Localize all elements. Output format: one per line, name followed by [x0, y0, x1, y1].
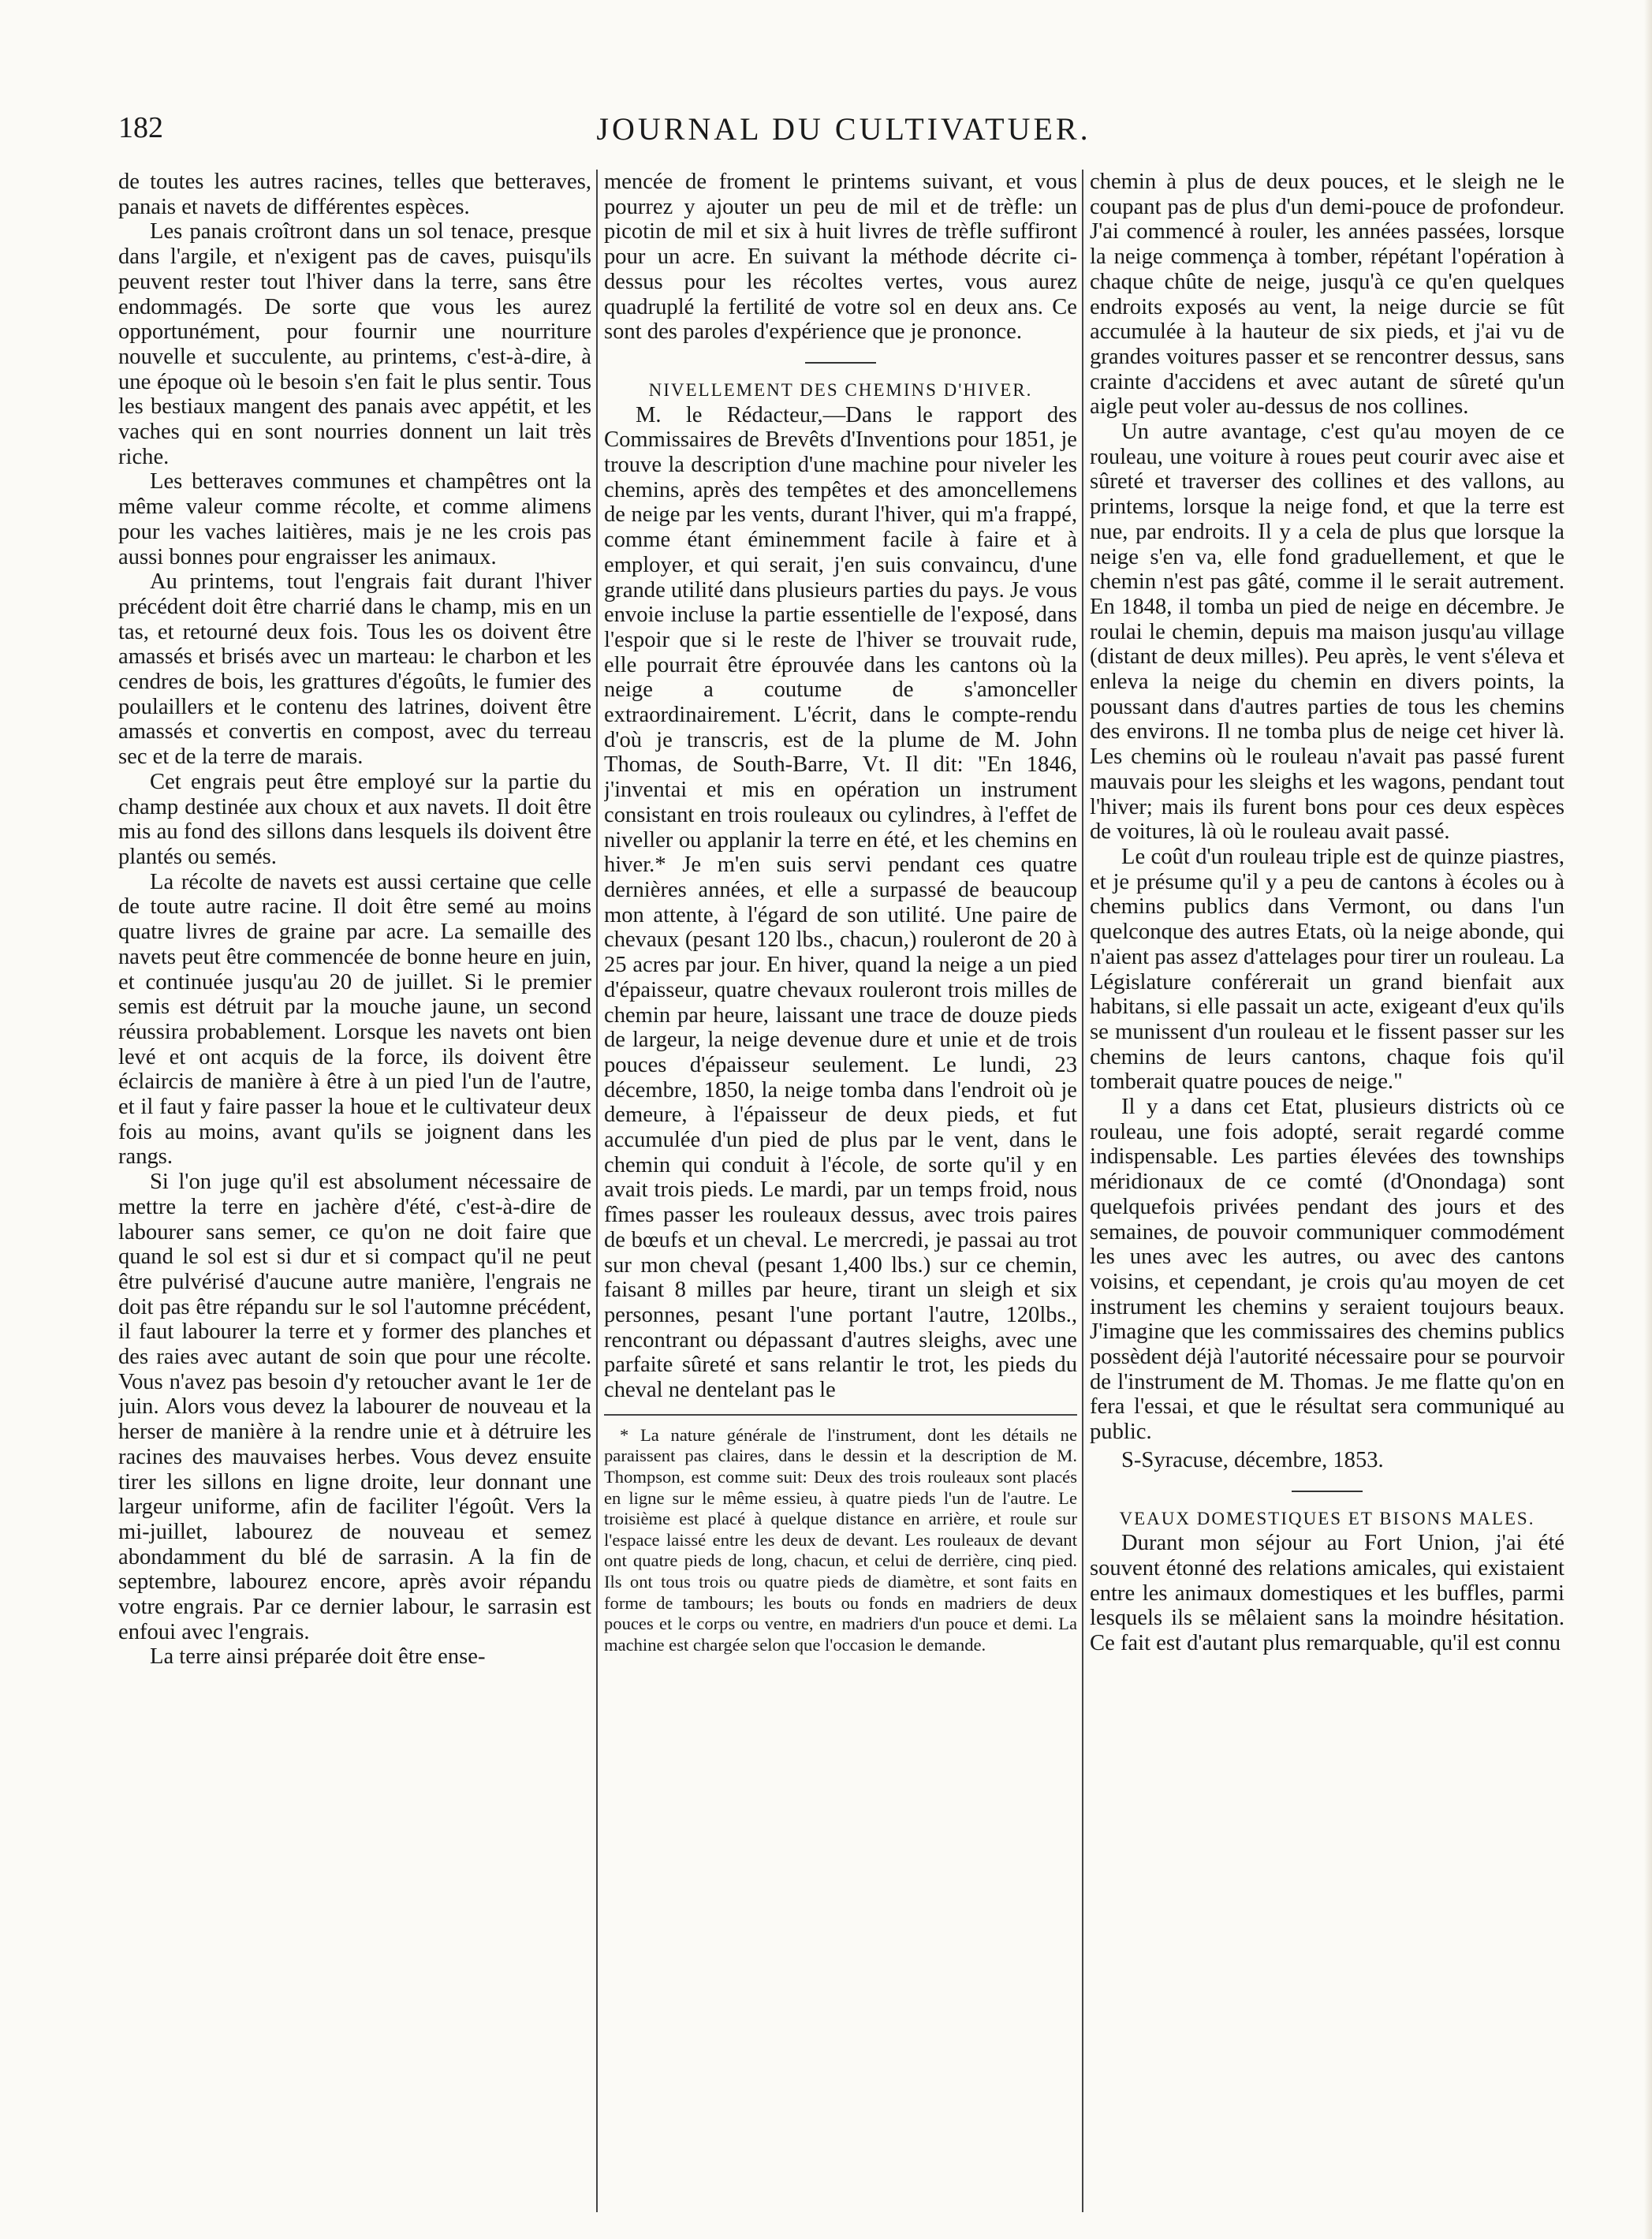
paragraph: M. le Rédacteur,—Dans le rapport des Commissaires de Brevêts d'Inventions pour 1851, je trouve la description d'une machine pour niveler les chemins, après des tempêtes et des amoncellemens de neige par les vents, durant l'hiver, qui m'a frappé, comme étant éminemment facile à faire et à employer, et qui serait, j'en suis convaincu, d'une grande utilité dans plusieurs parties du pays. Je vous envoie incluse la partie essentielle de l'exposé, dans l'espoir que si le reste de l'hiver se trouvait rude, elle pourrait être éprouvée dans les cantons où la neige a coutume de s'amonceller extraordinairement. L'écrit, dans le compte-rendu d'où je transcris, est de la plume de M. John Thomas, de South-Barre, Vt. Il dit: "En 1846, j'inventai et mis en opération un instrument consistant en trois rouleaux ou cylindres, à l'effet de niveller ou applanir la terre en été, et les chemins en hiver.* Je m'en suis servi pendant ces quatre dernières années, et elle a surpassé de beaucoup mon attente, à l'égard de son utilité. Une paire de chevaux (pesant 120 lbs., chacun,) rouleront de 20 à 25 acres par jour. En hiver, quand la neige a un pied d'épaisseur, quatre chevaux rouleront trois milles de chemin par heure, laissant une trace de douze pieds de largeur, la neige devenue dure et unie et de trois pouces d'épaisseur seulement. Le lundi, 23 décembre, 1850, la neige tomba dans l'endroit où je demeure, à l'épaisseur de deux pieds, et fut accumulée d'un pied de plus par le vent, dans le chemin qui conduit à l'école, de sorte qu'il y en avait trois pieds. Le mardi, par un temps froid, nous fîmes passer les rouleaux dessus, avec trois paires de bœufs et un cheval. Le mercredi, je passai au trot sur mon cheval (pesant 1,400 lbs.) sur ce chemin, faisant 8 milles par heure, tirant un sleigh et six personnes, pesant l'une portant l'autre, 120lbs., rencontrant ou dépassant d'autres sleighs, avec une parfaite sûreté et sans relantir le trot, les pieds du cheval ne dentelant pas le [604, 402, 1077, 1403]
signature: S-Syracuse, décembre, 1853. [1121, 1447, 1384, 1472]
paragraph: Le coût d'un rouleau triple est de quinze piastres, et je présume qu'il y a peu de cantons à écoles ou à chemins publics dans Vermont, ou dans l'un quelconque des autres Etats, où la neige abonde, qui n'aient pas assez d'attelages pour tirer un rouleau. La Législature conférerait un grand bienfait aux habitans, si elle passait un acte, exigeant d'eux qu'ils se munissent d'un rouleau et le fissent passer sur les chemins de leurs cantons, chaque fois qu'il tomberait quatre pouces de neige." [1090, 844, 1564, 1095]
paragraph: mencée de froment le printems suivant, et vous pourrez y ajouter un peu de mil et de trèfle: un picotin de mil et six à huit livres de trèfle suffiront pour un acre. En suivant la méthode décrite ci-dessus pour les récoltes vertes, vous aurez quadruplé la fertilité de votre sol en deux ans. Ce sont des paroles d'expérience que je prononce. [604, 170, 1077, 345]
column-1 [118, 170, 598, 2212]
journal-title: JOURNAL DU CULTIVATUER. [596, 111, 1091, 147]
paragraph: Il y a dans cet Etat, plusieurs districts où ce rouleau, une fois adopté, serait regardé comme indispensable. Les parties élevées des townships méridionaux de ce comté (d'Onondaga) sont quelquefois privées pendant des jours et des semaines, de pouvoir communiquer commodément les unes avec les autres, ou avec des cantons voisins, et cependant, je crois qu'au moyen de cet instrument les chemins y seraient toujours beaux. J'imagine que les commissaires des chemins publics possèdent déjà l'autorité nécessaire pour se pourvoir de l'instrument de M. Thomas. Je me flatte qu'on en fera l'essai, et que le résultat sera communiqué au public. [1090, 1095, 1564, 1445]
paragraph: Au printems, tout l'engrais fait durant l'hiver précédent doit être charrié dans le champ, mis en un tas, et retourné deux fois. Tous les os doivent être amassés et brisés avec un marteau: le charbon et les cendres de bois, les grattures d'égoûts, le fumier des poulaillers et le contenu des latrines, doivent être amassés et convertis en compost, avec du terreau sec et de la terre de marais. [118, 569, 591, 770]
section-title: NIVELLEMENT DES CHEMINS D'HIVER. [648, 379, 1033, 400]
paragraph: Un autre avantage, c'est qu'au moyen de ce rouleau, une voiture à roues peut courir avec aise et sûreté et traverser des collines et des vallons, au printems, lorsque la neige fond, et que la terre est nue, par endroits. Il y a cela de plus que lorsque la neige s'en va, elle fond graduellement, et que le chemin n'est pas gâté, comme il le serait autrement. En 1848, il tomba un pied de neige en décembre. Je roulai le chemin, depuis ma maison jusqu'au village (distant de deux milles). Peu après, le vent s'éleva et enleva la neige du chemin en divers points, la poussant dans d'autres parties de tous les chemins des environs. Il ne tomba plus de neige cet hiver là. Les chemins où le rouleau n'avait pas passé furent mauvais pour les sleighs et les wagons, pendant tout l'hiver; mais ils furent bons pour ces deux espèces de voitures, là où le rouleau avait passé. [1090, 420, 1564, 845]
column-3 [1090, 170, 1569, 2212]
footnote [604, 1414, 1077, 1656]
section-title: VEAUX DOMESTIQUES ET BISONS MALES. [1119, 1508, 1535, 1528]
section-divider [805, 362, 876, 364]
section-divider [1292, 1491, 1363, 1492]
footnote-text: * La nature générale de l'instrument, dont les détails ne paraissent pas claires, dans le dessin et la description de M. Thompson, est comme suit: Deux des trois rouleaux sont placés en ligne sur le même essieu, à quatre pieds l'un de l'autre. Le troisième est placé à quelque distance en arrière, et roule sur l'espace laissé entre les deux de devant. Les rouleaux de devant ont quatre pieds de long, chacun, et celui de derrière, cinq pied. Ils ont tous trois ou quatre pieds de diamètre, et sont faits en forme de tambours; les bouts ou fonds en madriers de deux pouces et le corps ou ventre, en madriers d'un pouce et demi. La machine est chargée selon que l'occasion le demande. [604, 1424, 1077, 1655]
column-2 [604, 170, 1083, 2212]
paragraph: Les panais croîtront dans un sol tenace, presque dans l'argile, et n'exigent pas de caves, puisqu'ils peuvent rester tout l'hiver dans la terre, sans être endommagés. De sorte que vous les aurez opportunément, pour fournir une nourriture nouvelle et succulente, au printems, c'est-à-dire, à une époque où le besoin s'en fait le plus sentir. Tous les bestiaux mangent des panais avec appétit, et les vaches qui en sont nourries donnent un lait très riche. [118, 219, 591, 469]
article-columns [118, 170, 1569, 2212]
paragraph: Les betteraves communes et champêtres ont la même valeur comme récolte, et comme alimens pour les vaches laitières, mais je ne les crois pas aussi bonnes pour engraisser les animaux. [118, 469, 591, 569]
paragraph: La terre ainsi préparée doit être ense- [150, 1644, 486, 1670]
page-edge [1644, 0, 1652, 2239]
paragraph: Si l'on juge qu'il est absolument nécessaire de mettre la terre en jachère d'été, c'est-à-dire de labourer sans semer, ce qu'on ne doit faire que quand le sol est si dur et si compact qu'il ne peut être pulvérisé d'aucune autre manière, l'engrais ne doit pas être répandu sur le sol l'automne précédent, il faut labourer la terre et y former des planches et des raies avec autant de soin que pour une récolte. Vous n'avez pas besoin d'y retoucher avant le 1er de juin. Alors vous devez la labourer de nouveau et la herser de manière à la rendre unie et à détruire les racines des mauvaises herbes. Vous devez ensuite tirer les sillons en ligne droite, leur donnant une largeur uniforme, afin de faciliter l'égoût. Vers la mi-juillet, labourez de nouveau et semez abondamment du blé de sarrasin. A la fin de septembre, labourez encore, après avoir répandu votre engrais. Par ce dernier labour, le sarrasin est enfoui avec l'engrais. [118, 1170, 591, 1644]
page-number: 182 [118, 111, 163, 144]
page-header [118, 110, 1569, 158]
paragraph: La récolte de navets est aussi certaine que celle de toute autre racine. Il doit être semé au moins quatre livres de graine par acre. La semaille des navets peut être commencée de bonne heure en juin, et continuée jusqu'au 20 de juillet. Si le premier semis est détruit par la mouche jaune, un second réussira probablement. Lorsque les navets ont bien levé et ont acquis de la force, ils doivent être éclaircis de manière à être à un pied l'un de l'autre, et il faut y faire passer la houe et le cultivateur deux fois au moins, avant qu'ils se joignent dans les rangs. [118, 869, 591, 1170]
paragraph: Cet engrais peut être employé sur la partie du champ destinée aux choux et aux navets. Il doit être mis au fond des sillons dans lesquels ils doivent être plantés ou semés. [118, 769, 591, 869]
paragraph: chemin à plus de deux pouces, et le sleigh ne le coupant pas de plus d'un demi-pouce de profondeur. J'ai commencé à rouler, les années passées, lorsque la neige commença à tomber, répétant l'opération à chaque chûte de neige, jusqu'à ce qu'en quelques endroits exposés au vent, la neige durcie se fût accumulée à la hauteur de six pieds, et j'ai vu de grandes voitures passer et se rencontrer dessus, sans crainte d'accidens et avec autant de sûreté qu'un aigle peut voler au-dessus de nos collines. [1090, 170, 1564, 420]
paragraph: Durant mon séjour au Fort Union, j'ai été souvent étonné des relations amicales, qui existaient entre les animaux domestiques et les buffles, parmi lesquels ils se mêlaient sans la moindre hésitation. Ce fait est d'autant plus remarquable, qu'il est connu [1090, 1531, 1564, 1656]
paragraph: de toutes les autres racines, telles que betteraves, panais et navets de différentes espèces. [118, 170, 591, 219]
